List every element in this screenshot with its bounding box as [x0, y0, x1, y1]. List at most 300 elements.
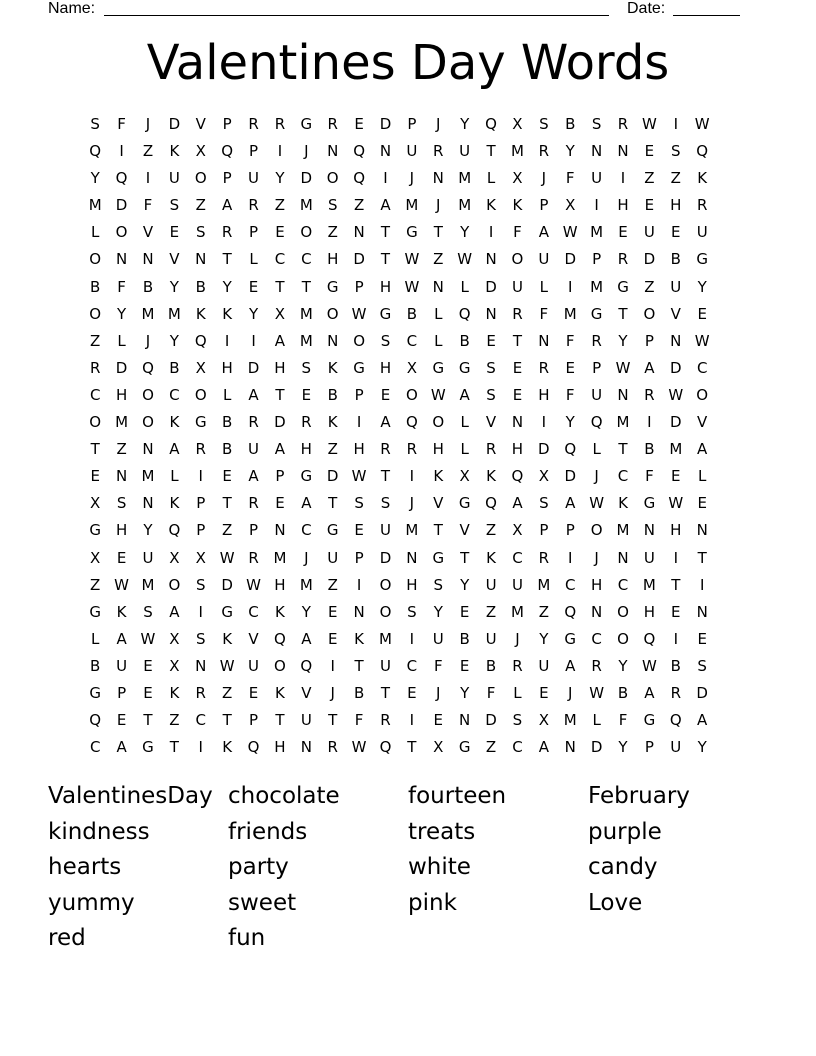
grid-letter: Q: [353, 169, 365, 188]
grid-letter: L: [698, 467, 707, 486]
grid-letter: Z: [116, 440, 127, 459]
grid-letter: J: [436, 196, 441, 215]
grid-letter: Q: [194, 331, 207, 350]
grid-letter: A: [565, 656, 576, 675]
grid-letter: Z: [644, 277, 655, 296]
grid-letter: N: [432, 169, 444, 188]
grid-letter: Y: [565, 413, 575, 432]
grid-letter: T: [433, 223, 443, 242]
grid-letter: L: [592, 711, 601, 730]
grid-letter: F: [354, 711, 364, 730]
grid-letter: Z: [644, 169, 655, 188]
grid-letter: F: [117, 115, 126, 133]
grid-letter: I: [568, 548, 573, 567]
grid-letter: U: [538, 656, 550, 675]
grid-letter: O: [353, 331, 365, 350]
grid-letter: E: [327, 602, 338, 621]
grid-letter: Q: [89, 711, 102, 730]
grid-letter: D: [274, 413, 286, 432]
grid-letter: U: [591, 169, 603, 188]
grid-letter: D: [300, 169, 313, 188]
grid-letter: U: [696, 223, 708, 242]
grid-letter: N: [142, 494, 154, 513]
grid-letter: M: [537, 575, 551, 594]
grid-letter: A: [248, 467, 259, 486]
grid-row: [82, 246, 742, 273]
grid-letter: I: [673, 115, 678, 133]
grid-letter: Z: [222, 521, 233, 540]
grid-letter: L: [222, 385, 232, 404]
grid-letter: U: [116, 656, 128, 675]
grid-letter: E: [275, 223, 285, 242]
grid-letter: Q: [115, 169, 128, 188]
grid-letter: L: [117, 331, 126, 350]
grid-letter: R: [380, 711, 391, 730]
grid-letter: R: [538, 358, 550, 377]
word-list-item: yummy: [48, 889, 135, 916]
grid-letter: F: [143, 196, 153, 215]
grid-letter: E: [644, 142, 655, 161]
grid-letter: P: [249, 223, 259, 242]
grid-letter: A: [169, 602, 180, 621]
grid-letter: H: [327, 250, 339, 269]
grid-letter: K: [486, 548, 496, 567]
grid-letter: G: [89, 521, 101, 540]
grid-letter: G: [142, 738, 154, 757]
grid-letter: J: [515, 629, 520, 648]
grid-letter: V: [433, 494, 444, 513]
grid-letter: Q: [643, 629, 656, 648]
grid-letter: M: [563, 711, 577, 730]
grid-row: [82, 274, 742, 301]
grid-letter: B: [169, 358, 180, 377]
grid-letter: Z: [485, 521, 497, 540]
grid-letter: U: [459, 142, 471, 161]
grid-letter: R: [406, 440, 418, 459]
grid-letter: D: [353, 250, 365, 269]
grid-letter: M: [299, 575, 313, 594]
grid-letter: B: [90, 277, 101, 296]
grid-letter: I: [224, 331, 230, 350]
grid-letter: B: [617, 683, 629, 702]
grid-letter: X: [274, 304, 286, 323]
grid-letter: C: [512, 738, 523, 757]
grid-letter: N: [327, 142, 339, 161]
grid-letter: O: [617, 629, 629, 648]
grid-row: [82, 626, 742, 653]
grid-letter: I: [330, 656, 335, 675]
grid-letter: G: [300, 115, 313, 133]
grid-letter: Z: [169, 711, 180, 730]
grid-letter: D: [643, 250, 656, 269]
grid-letter: C: [617, 575, 629, 594]
grid-letter: S: [512, 711, 523, 730]
grid-letter: Y: [460, 223, 470, 242]
grid-letter: L: [513, 683, 522, 702]
grid-letter: D: [564, 250, 576, 269]
grid-letter: M: [590, 277, 604, 296]
grid-letter: Q: [458, 304, 471, 323]
grid-letter: P: [644, 738, 654, 757]
grid-letter: A: [697, 711, 708, 730]
word-list-item: treats: [408, 818, 476, 845]
grid-row: [82, 328, 742, 355]
grid-letter: K: [275, 602, 285, 621]
grid-letter: O: [696, 385, 709, 404]
grid-letter: P: [249, 142, 259, 161]
grid-letter: F: [513, 223, 522, 242]
grid-letter: R: [89, 358, 101, 377]
grid-letter: L: [539, 277, 549, 296]
word-list-item: fun: [228, 925, 266, 951]
word-list-item: hearts: [48, 854, 122, 880]
grid-letter: H: [274, 575, 286, 594]
grid-letter: O: [89, 304, 102, 323]
grid-letter: Z: [327, 575, 338, 594]
grid-letter: C: [89, 738, 101, 757]
grid-letter: B: [459, 331, 470, 350]
grid-letter: O: [405, 385, 418, 404]
date-blank-line: [673, 0, 740, 16]
grid-letter: M: [141, 304, 155, 323]
grid-letter: C: [195, 711, 206, 730]
grid-letter: H: [221, 358, 233, 377]
grid-letter: U: [406, 142, 418, 161]
grid-letter: Z: [353, 196, 365, 215]
grid-letter: G: [458, 358, 471, 377]
word-list-item: kindness: [48, 818, 150, 845]
grid-letter: L: [486, 169, 496, 188]
grid-letter: O: [142, 413, 154, 432]
grid-letter: G: [353, 358, 365, 377]
grid-letter: I: [594, 196, 599, 215]
grid-letter: X: [169, 656, 180, 675]
grid-letter: B: [353, 683, 365, 702]
grid-letter: S: [433, 575, 444, 594]
grid-letter: U: [591, 385, 603, 404]
grid-letter: E: [380, 385, 391, 404]
grid-letter: X: [565, 196, 576, 215]
grid-letter: E: [301, 385, 312, 404]
grid-letter: A: [274, 331, 286, 350]
grid-letter: C: [89, 385, 101, 404]
grid-letter: B: [195, 277, 206, 296]
grid-letter: R: [327, 738, 338, 757]
grid-letter: E: [512, 358, 523, 377]
grid-letter: H: [379, 358, 392, 377]
grid-letter: P: [222, 115, 232, 133]
grid-letter: M: [273, 548, 287, 567]
grid-row: [82, 653, 742, 680]
grid-letter: M: [141, 575, 155, 594]
grid-letter: X: [406, 358, 418, 377]
grid-letter: N: [511, 413, 524, 432]
grid-letter: A: [301, 494, 312, 513]
grid-letter: E: [143, 683, 153, 702]
grid-letter: U: [168, 169, 180, 188]
grid-letter: N: [195, 250, 207, 269]
grid-letter: Z: [485, 738, 497, 757]
grid-letter: D: [168, 115, 181, 133]
grid-letter: E: [90, 467, 100, 486]
word-list-item: candy: [588, 854, 658, 880]
grid-letter: Q: [696, 142, 709, 161]
grid-letter: O: [379, 602, 392, 621]
grid-letter: G: [194, 413, 207, 432]
word-list-item: Love: [588, 889, 643, 916]
grid-letter: O: [300, 223, 313, 242]
grid-letter: R: [644, 385, 655, 404]
grid-letter: D: [670, 413, 682, 432]
grid-letter: S: [671, 142, 681, 161]
grid-letter: D: [326, 467, 339, 486]
grid-letter: A: [169, 440, 180, 459]
grid-letter: C: [169, 385, 180, 404]
grid-letter: Z: [274, 196, 286, 215]
grid-letter: O: [274, 656, 286, 675]
grid-letter: E: [671, 602, 681, 621]
grid-letter: I: [541, 413, 547, 432]
grid-letter: E: [354, 115, 364, 133]
grid-letter: P: [249, 521, 259, 540]
grid-letter: G: [406, 223, 418, 242]
grid-letter: J: [304, 142, 309, 161]
grid-letter: Y: [301, 602, 311, 621]
grid-letter: A: [512, 494, 523, 513]
grid-letter: M: [510, 602, 524, 621]
grid-letter: J: [409, 169, 415, 188]
grid-letter: S: [195, 575, 206, 594]
grid-letter: T: [354, 656, 364, 675]
grid-letter: K: [195, 304, 206, 323]
grid-letter: T: [328, 711, 338, 730]
grid-letter: F: [645, 467, 654, 486]
grid-letter: Y: [248, 304, 259, 323]
grid-letter: T: [618, 440, 628, 459]
grid-letter: Z: [433, 250, 444, 269]
grid-letter: W: [641, 656, 657, 675]
grid-letter: V: [195, 115, 206, 133]
grid-letter: D: [115, 196, 128, 215]
grid-letter: E: [459, 656, 470, 675]
grid-letter: Y: [222, 277, 232, 296]
grid-letter: S: [195, 223, 206, 242]
grid-letter: X: [195, 358, 206, 377]
grid-letter: R: [512, 304, 523, 323]
grid-letter: I: [198, 602, 203, 621]
grid-letter: N: [617, 548, 629, 567]
grid-letter: G: [458, 738, 471, 757]
grid-letter: S: [407, 602, 417, 621]
grid-letter: W: [668, 385, 684, 404]
grid-letter: H: [643, 602, 656, 621]
grid-letter: R: [538, 142, 550, 161]
grid-letter: F: [618, 711, 628, 730]
grid-letter: F: [539, 304, 549, 323]
grid-letter: W: [615, 358, 631, 377]
grid-letter: S: [486, 358, 496, 377]
grid-row: [82, 490, 742, 517]
grid-letter: U: [380, 656, 391, 675]
grid-letter: Y: [169, 277, 179, 296]
grid-letter: N: [142, 250, 154, 269]
grid-letter: E: [697, 494, 707, 513]
grid-letter: F: [565, 169, 575, 188]
grid-letter: E: [486, 331, 496, 350]
grid-letter: M: [379, 629, 392, 648]
grid-letter: Z: [90, 575, 101, 594]
grid-letter: M: [669, 440, 683, 459]
grid-letter: W: [351, 738, 367, 757]
grid-letter: G: [458, 494, 471, 513]
grid-letter: P: [117, 683, 127, 702]
grid-letter: A: [380, 196, 391, 215]
grid-letter: P: [565, 521, 575, 540]
grid-letter: S: [380, 331, 391, 350]
grid-letter: P: [354, 385, 364, 404]
grid-letter: T: [143, 711, 153, 730]
grid-letter: O: [590, 521, 603, 540]
grid-letter: R: [696, 196, 708, 215]
grid-letter: E: [116, 548, 127, 567]
grid-letter: I: [673, 629, 678, 648]
grid-letter: T: [433, 521, 443, 540]
grid-letter: N: [696, 521, 708, 540]
grid-letter: Y: [90, 169, 100, 188]
grid-letter: E: [618, 223, 628, 242]
grid-letter: Z: [90, 331, 101, 350]
grid-row: [82, 111, 742, 138]
grid-letter: E: [697, 629, 707, 648]
grid-letter: X: [538, 711, 549, 730]
grid-row: [82, 572, 742, 599]
grid-letter: G: [564, 629, 577, 648]
grid-letter: J: [541, 169, 547, 188]
grid-letter: Q: [247, 738, 260, 757]
grid-letter: P: [275, 467, 285, 486]
grid-letter: X: [512, 115, 523, 133]
grid-letter: V: [248, 629, 259, 648]
grid-letter: A: [538, 738, 549, 757]
grid-letter: G: [696, 250, 708, 269]
grid-row: [82, 301, 742, 328]
grid-letter: K: [486, 196, 496, 215]
grid-letter: W: [404, 250, 420, 269]
grid-letter: N: [459, 711, 471, 730]
page-title: Valentines Day Words: [146, 35, 670, 91]
grid-letter: J: [145, 331, 151, 350]
grid-letter: M: [510, 142, 524, 161]
grid-letter: I: [356, 413, 362, 432]
grid-letter: L: [91, 629, 100, 648]
grid-letter: S: [169, 196, 180, 215]
grid-letter: D: [485, 711, 497, 730]
grid-letter: W: [114, 575, 129, 594]
grid-letter: N: [643, 521, 656, 540]
grid-letter: T: [222, 250, 232, 269]
grid-letter: N: [406, 548, 418, 567]
grid-letter: C: [301, 250, 312, 269]
grid-letter: N: [274, 521, 286, 540]
grid-letter: Q: [511, 467, 524, 486]
grid-letter: V: [485, 413, 497, 432]
grid-letter: H: [274, 358, 286, 377]
grid-letter: E: [275, 494, 285, 513]
grid-letter: U: [142, 548, 154, 567]
grid-letter: E: [169, 223, 180, 242]
grid-letter: M: [299, 196, 313, 215]
grid-letter: I: [620, 169, 626, 188]
grid-letter: A: [697, 440, 708, 459]
grid-letter: K: [354, 629, 365, 648]
grid-letter: V: [670, 304, 681, 323]
grid-letter: E: [565, 358, 575, 377]
grid-letter: M: [299, 331, 313, 350]
grid-letter: A: [116, 629, 127, 648]
grid-letter: K: [433, 467, 444, 486]
grid-letter: N: [485, 304, 497, 323]
grid-letter: N: [195, 656, 207, 675]
grid-letter: B: [485, 656, 497, 675]
grid-letter: Y: [697, 277, 707, 296]
grid-letter: G: [432, 358, 445, 377]
grid-letter: G: [326, 521, 339, 540]
grid-letter: A: [380, 413, 391, 432]
grid-letter: U: [248, 440, 260, 459]
grid-letter: G: [89, 683, 101, 702]
grid-letter: Y: [460, 683, 470, 702]
grid-letter: Y: [618, 331, 628, 350]
grid-letter: T: [380, 223, 391, 242]
grid-row: [82, 165, 742, 192]
grid-letter: J: [594, 467, 599, 486]
grid-letter: R: [195, 440, 206, 459]
grid-letter: Y: [697, 738, 707, 757]
grid-letter: R: [538, 548, 550, 567]
grid-letter: O: [115, 223, 128, 242]
grid-letter: Y: [618, 738, 628, 757]
grid-letter: W: [694, 331, 710, 350]
grid-letter: Q: [405, 413, 418, 432]
grid-letter: K: [275, 683, 285, 702]
grid-letter: J: [436, 115, 441, 133]
grid-letter: J: [594, 548, 599, 567]
grid-letter: K: [222, 738, 233, 757]
grid-letter: T: [328, 494, 338, 513]
grid-row: [82, 138, 742, 165]
grid-letter: E: [248, 683, 259, 702]
grid-row: [82, 192, 742, 219]
grid-letter: O: [89, 413, 102, 432]
grid-letter: U: [248, 656, 260, 675]
grid-letter: L: [170, 467, 179, 486]
grid-letter: Z: [538, 602, 549, 621]
word-list-item: party: [228, 854, 289, 880]
grid-letter: U: [380, 521, 391, 540]
grid-letter: R: [617, 250, 629, 269]
grid-letter: B: [142, 277, 154, 296]
grid-letter: E: [539, 683, 549, 702]
grid-letter: U: [538, 250, 550, 269]
grid-letter: R: [617, 115, 629, 133]
grid-letter: A: [222, 196, 233, 215]
grid-letter: U: [643, 223, 655, 242]
grid-letter: T: [275, 711, 285, 730]
grid-letter: W: [219, 656, 235, 675]
grid-letter: W: [404, 277, 420, 296]
grid-letter: R: [433, 142, 444, 161]
grid-row: [82, 707, 742, 734]
